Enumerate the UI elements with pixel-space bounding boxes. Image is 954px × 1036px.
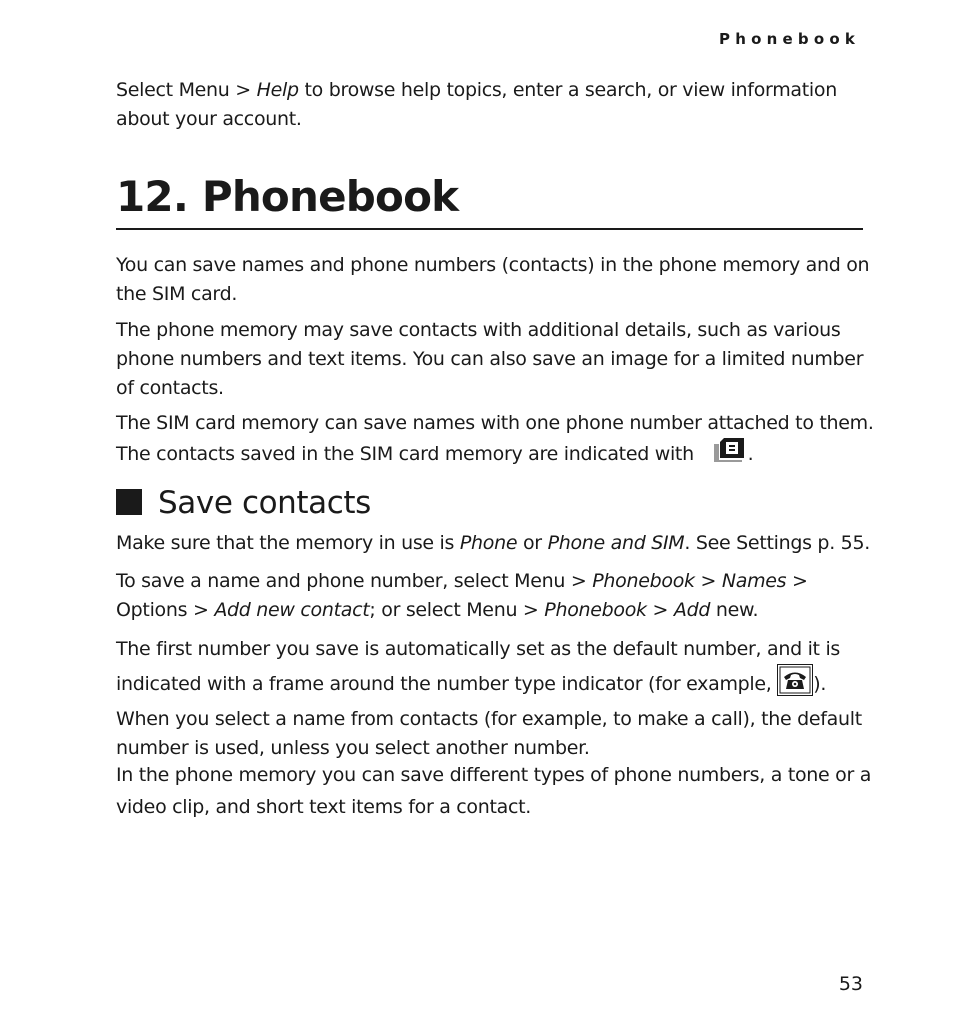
chapter-divider — [116, 228, 863, 230]
paragraph-sim-memory — [116, 409, 876, 471]
paragraph-text: In the phone memory you can save different types of phone numbers, a tone or a video clip, and short text items for a contact. — [116, 764, 872, 818]
paragraph-phone-memory — [116, 316, 876, 403]
menu-separator: > — [229, 79, 257, 101]
phonebook-label: Phonebook — [592, 570, 695, 592]
paragraph-save-name — [116, 567, 876, 625]
intro-text-end: to browse help topics, enter a search, or view information about your account. — [116, 79, 837, 130]
phone-label: Phone — [459, 532, 518, 554]
menu-label: Menu — [466, 599, 518, 621]
paragraph-memory-in-use — [116, 529, 876, 558]
menu-separator: > — [187, 599, 215, 621]
running-header: Phonebook — [719, 30, 860, 48]
sim-card-icon — [714, 438, 748, 471]
paragraph-text: The phone memory may save contacts with additional details, such as various phone numbers and text items. You can also save an image for a limited number of contacts. — [116, 319, 864, 399]
text-run: Make sure that the memory in use is — [116, 532, 460, 554]
framed-phone-icon — [777, 664, 813, 705]
text-run: new. — [710, 599, 759, 621]
chapter-number: 12. — [116, 172, 189, 221]
options-label: Options — [116, 599, 188, 621]
text-run: To save a name and phone number, select — [116, 570, 515, 592]
menu-separator: > — [517, 599, 545, 621]
paragraph-number-types — [116, 759, 876, 823]
section-marker — [116, 489, 142, 515]
names-label: Names — [721, 570, 787, 592]
paragraph-text: You can save names and phone numbers (contacts) in the phone memory and on the SIM card. — [116, 254, 870, 305]
add-label: Add — [673, 599, 711, 621]
chapter-title — [116, 170, 458, 224]
intro-text-start: Select — [116, 79, 179, 101]
phonebook-label: Phonebook — [544, 599, 647, 621]
text-run: or — [517, 532, 548, 554]
intro-paragraph — [116, 76, 876, 134]
chapter-name: Phonebook — [201, 172, 459, 221]
text-run: . See Settings p. 55. — [684, 532, 870, 554]
section-title: Save contacts — [158, 485, 371, 521]
menu-separator: > — [786, 570, 808, 592]
page-number: 53 — [838, 973, 863, 995]
text-run: ). When you select a name from contacts (for example, to make a call), the default number is used, unless you select another number. — [116, 673, 862, 759]
help-label: Help — [256, 79, 299, 101]
menu-label: Menu — [178, 79, 230, 101]
paragraph-default-number — [116, 635, 876, 763]
text-run: ; or select — [369, 599, 467, 621]
paragraph-end: . — [747, 443, 754, 465]
menu-label: Menu — [514, 570, 566, 592]
paragraph-contacts-intro — [116, 251, 876, 309]
add-new-contact-label: Add new contact — [214, 599, 370, 621]
phone-and-sim-label: Phone and SIM — [547, 532, 685, 554]
paragraph-text: The SIM card memory can save names with one phone number attached to them. The contacts saved in the SIM card memory are indicated with — [116, 412, 874, 465]
menu-separator: > — [694, 570, 722, 592]
menu-separator: > — [565, 570, 593, 592]
menu-separator: > — [646, 599, 674, 621]
text-run: The first number you save is automatically set as the default number, and it is indicated with a frame around the number type indicator (for example, — [116, 638, 841, 695]
